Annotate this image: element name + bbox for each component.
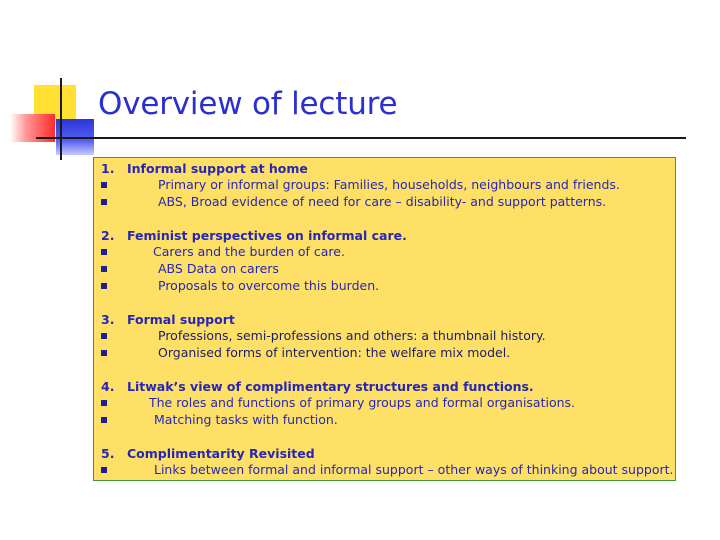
list-item — [101, 277, 407, 294]
section-heading — [101, 446, 674, 461]
section-4 — [101, 379, 575, 428]
section-3 — [101, 312, 546, 361]
bullet-icon — [101, 283, 107, 289]
section-5 — [101, 446, 674, 478]
list-item-text: Primary or informal groups: Families, households, neighbours and friends. — [158, 177, 620, 192]
list-item — [101, 327, 546, 344]
section-heading-text: Litwak’s view of complimentary structures and functions. — [127, 379, 534, 394]
list-item — [101, 260, 407, 277]
list-item — [101, 243, 407, 260]
slide-title: Overview of lecture — [98, 86, 398, 122]
bullet-icon — [101, 249, 107, 255]
bullet-icon — [101, 266, 107, 272]
section-heading — [101, 312, 546, 327]
section-heading — [101, 379, 575, 394]
section-heading-text: Feminist perspectives on informal care. — [127, 228, 407, 243]
section-number: 4. — [101, 379, 115, 394]
bullet-icon — [101, 350, 107, 356]
section-1 — [101, 161, 620, 210]
section-heading-text: Complimentarity Revisited — [127, 446, 315, 461]
section-number: 3. — [101, 312, 115, 327]
bullet-icon — [101, 467, 107, 473]
bullet-icon — [101, 333, 107, 339]
bullet-icon — [101, 400, 107, 406]
list-item — [101, 394, 575, 411]
list-item-text: Carers and the burden of care. — [153, 244, 345, 259]
logo-vertical-line — [60, 78, 62, 160]
bullet-icon — [101, 417, 107, 423]
bullet-icon — [101, 199, 107, 205]
list-item — [101, 461, 674, 478]
list-item — [101, 411, 575, 428]
list-item-text: ABS Data on carers — [158, 261, 279, 276]
list-item — [101, 176, 620, 193]
list-item-text: Organised forms of intervention: the welfare mix model. — [158, 345, 511, 360]
list-item — [101, 344, 546, 361]
section-heading — [101, 161, 620, 176]
list-item-text: Matching tasks with function. — [154, 412, 338, 427]
content-box — [93, 157, 676, 481]
list-item-text: Proposals to overcome this burden. — [158, 278, 380, 293]
section-heading-text: Formal support — [127, 312, 235, 327]
list-item-text: The roles and functions of primary groups and formal organisations. — [149, 395, 576, 410]
section-heading — [101, 228, 407, 243]
list-item-text: Professions, semi-professions and others: a thumbnail history. — [158, 328, 546, 343]
section-number: 5. — [101, 446, 115, 461]
bullet-icon — [101, 182, 107, 188]
list-item-text: Links between formal and informal support – other ways of thinking about support. — [154, 462, 674, 477]
section-number: 2. — [101, 228, 115, 243]
list-item-text: ABS, Broad evidence of need for care – disability- and support patterns. — [158, 194, 607, 209]
section-heading-text: Informal support at home — [127, 161, 308, 176]
title-underline — [36, 137, 686, 139]
section-number: 1. — [101, 161, 115, 176]
section-2 — [101, 228, 407, 294]
list-item — [101, 193, 620, 210]
